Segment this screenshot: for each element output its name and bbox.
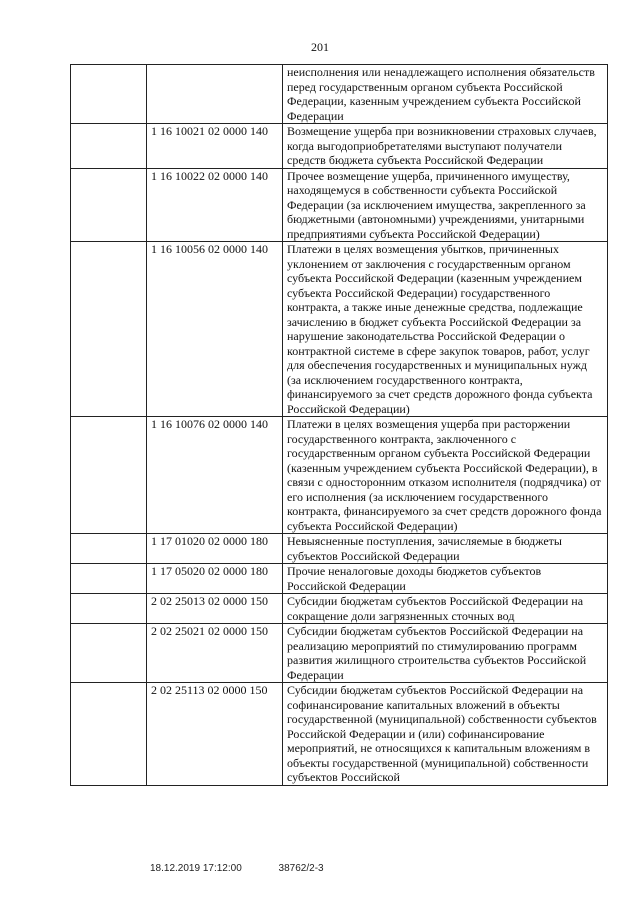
- footer-timestamp: 18.12.2019 17:12:00: [150, 863, 242, 874]
- revenue-code: 2 02 25113 02 0000 150: [147, 683, 283, 786]
- page-footer: [150, 863, 324, 874]
- admin-cell: [71, 417, 147, 534]
- admin-cell: [71, 683, 147, 786]
- revenue-code: 1 16 10022 02 0000 140: [147, 168, 283, 242]
- table-row: [71, 683, 608, 786]
- revenue-description: Возмещение ущерба при возникновении страховых случаев, когда выгодоприобретателями выступают получатели средств бюджета субъекта Российской Федерации: [283, 124, 608, 169]
- revenue-code: [147, 65, 283, 124]
- revenue-description: Субсидии бюджетам субъектов Российской Федерации на реализацию мероприятий по стимулированию программ развития жилищного строительства субъектов Российской Федерации: [283, 624, 608, 683]
- table-row: [71, 242, 608, 417]
- revenue-code: 1 16 10021 02 0000 140: [147, 124, 283, 169]
- revenue-code: 1 17 01020 02 0000 180: [147, 534, 283, 564]
- revenue-code: 1 16 10076 02 0000 140: [147, 417, 283, 534]
- table-row: [71, 168, 608, 242]
- revenue-description: Субсидии бюджетам субъектов Российской Федерации на сокращение доли загрязненных сточных вод: [283, 594, 608, 624]
- revenue-code: 2 02 25013 02 0000 150: [147, 594, 283, 624]
- admin-cell: [71, 124, 147, 169]
- revenue-description: Прочее возмещение ущерба, причиненного имуществу, находящемуся в собственности субъекта Российской Федерации (за исключением имущества, закрепленного за бюджетными (автономными) учреждениями, унитарными предприятиями субъекта Российской Федерации): [283, 168, 608, 242]
- revenue-code: 2 02 25021 02 0000 150: [147, 624, 283, 683]
- revenue-description: Платежи в целях возмещения ущерба при расторжении государственного контракта, заключенного с государственным органом субъекта Российской Федерации (казенным учреждением субъекта Российской Федерации), в связи с односторонним отказом исполнителя (подрядчика) от его исполнения (за исключением государственного контракта, финансируемого за счет средств дорожного фонда субъекта Российской Федерации): [283, 417, 608, 534]
- admin-cell: [71, 564, 147, 594]
- revenue-description: неисполнения или ненадлежащего исполнения обязательств перед государственным органом субъекта Российской Федерации, казенным учреждением субъекта Российской Федерации: [283, 65, 608, 124]
- table-row: [71, 124, 608, 169]
- revenue-description: Платежи в целях возмещения убытков, причиненных уклонением от заключения с государственным органом субъекта Российской Федерации (казенным учреждением субъекта Российской Федерации) государственного контракта, а также иные денежные средства, подлежащие зачислению в бюджет субъекта Российской Федерации за нарушение законодательства Российской Федерации о контрактной системе в сфере закупок товаров, работ, услуг для обеспечения государственных и муниципальных нужд (за исключением государственного контракта, финансируемого за счет средств дорожного фонда субъекта Российской Федерации): [283, 242, 608, 417]
- footer-doc-id: 38762/2-3: [278, 863, 324, 874]
- revenue-code: 1 17 05020 02 0000 180: [147, 564, 283, 594]
- admin-cell: [71, 594, 147, 624]
- revenue-code: 1 16 10056 02 0000 140: [147, 242, 283, 417]
- admin-cell: [71, 624, 147, 683]
- table-row: [71, 624, 608, 683]
- page-number: 201: [311, 40, 329, 54]
- admin-cell: [71, 168, 147, 242]
- revenue-description: Невыясненные поступления, зачисляемые в бюджеты субъектов Российской Федерации: [283, 534, 608, 564]
- table-row: [71, 65, 608, 124]
- admin-cell: [71, 242, 147, 417]
- admin-cell: [71, 534, 147, 564]
- revenue-codes-table: [70, 64, 608, 786]
- revenue-description: Прочие неналоговые доходы бюджетов субъектов Российской Федерации: [283, 564, 608, 594]
- table-row: [71, 534, 608, 564]
- admin-cell: [71, 65, 147, 124]
- table-row: [71, 417, 608, 534]
- table-row: [71, 564, 608, 594]
- revenue-description: Субсидии бюджетам субъектов Российской Федерации на софинансирование капитальных вложений в объекты государственной (муниципальной) собственности субъектов Российской Федерации и (или) софинансирование мероприятий, не относящихся к капитальным вложениям в объекты государственной (муниципальной) собственности субъектов Российской: [283, 683, 608, 786]
- table-row: [71, 594, 608, 624]
